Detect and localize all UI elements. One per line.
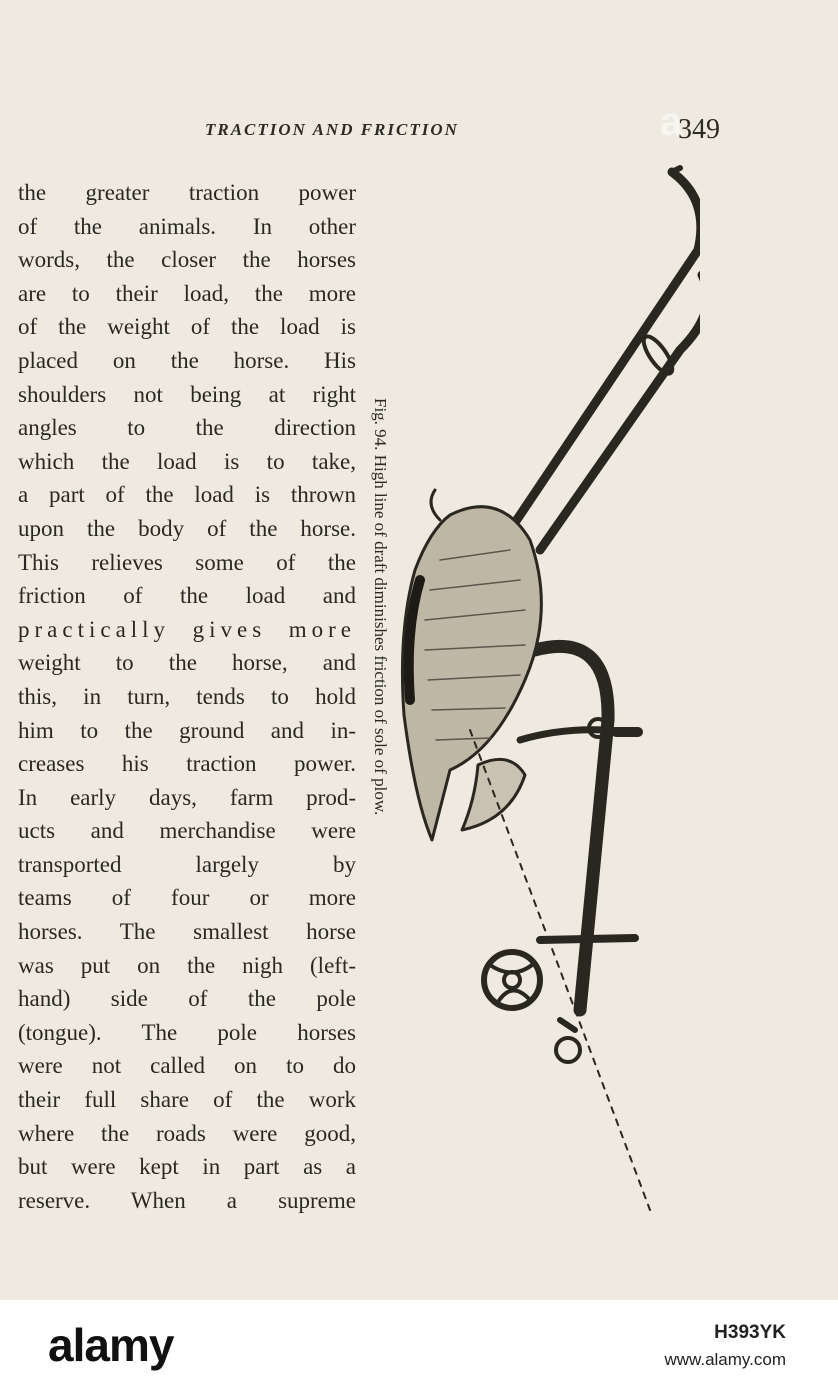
text-line: horses. The smallest horse (18, 919, 356, 945)
text-line: angles to the direction (18, 415, 356, 441)
text-line: teams of four or more (18, 885, 356, 911)
text-line: practically gives more (18, 616, 356, 642)
running-head: TRACTION AND FRICTION (205, 120, 459, 139)
brand-logo: alamy (48, 1319, 174, 1371)
clevis-bar (540, 938, 635, 940)
plow-beam (535, 646, 608, 1010)
plow-handle-left (510, 172, 700, 530)
watermark: a (660, 100, 683, 144)
plow-handle-right (540, 275, 700, 550)
site-url: www.alamy.com (664, 1350, 786, 1369)
text-line: were not called on to do (18, 1053, 356, 1079)
text-line: but were kept in part as a (18, 1154, 356, 1180)
figure-caption-text: High line of draft diminishes friction of sole of plow. (371, 454, 390, 816)
text-line: This relieves some of the (18, 549, 356, 575)
text-line: creases his traction power. (18, 751, 356, 777)
plow-illustration (380, 160, 700, 1220)
text-line: placed on the horse. His (18, 347, 356, 373)
text-line: In early days, farm prod- (18, 784, 356, 810)
figure-label: Fig. 94. (371, 398, 390, 451)
plow-drawing (380, 160, 700, 1220)
text-line: their full share of the work (18, 1087, 356, 1113)
text-line: where the roads were good, (18, 1120, 356, 1146)
text-line: hand) side of the pole (18, 986, 356, 1012)
text-line: weight to the horse, and (18, 650, 356, 676)
moldboard (402, 507, 541, 840)
stock-id: H393YK (714, 1322, 786, 1343)
text-line: of the weight of the load is (18, 314, 356, 340)
text-line: friction of the load and (18, 583, 356, 609)
body-text (18, 176, 356, 1217)
text-line: was put on the nigh (left- (18, 952, 356, 978)
text-line: are to their load, the more (18, 280, 356, 306)
text-line: (tongue). The pole horses (18, 1019, 356, 1045)
text-line: words, the closer the horses (18, 247, 356, 273)
text-line: transported largely by (18, 851, 356, 877)
text-line: the greater traction power (18, 180, 356, 205)
text-line: which the load is to take, (18, 448, 356, 474)
text-line: this, in turn, tends to hold (18, 683, 356, 709)
hitch-ring (556, 1038, 580, 1062)
text-line: ucts and merchandise were (18, 818, 356, 844)
text-line: of the animals. In other (18, 213, 356, 239)
text-line: reserve. When a supreme (18, 1187, 356, 1213)
text-line: him to the ground and in- (18, 717, 356, 743)
text-line: shoulders not being at right (18, 381, 356, 407)
text-line: upon the body of the horse. (18, 515, 356, 541)
text-line: a part of the load is thrown (18, 482, 356, 508)
page-number: 349 (678, 114, 720, 145)
